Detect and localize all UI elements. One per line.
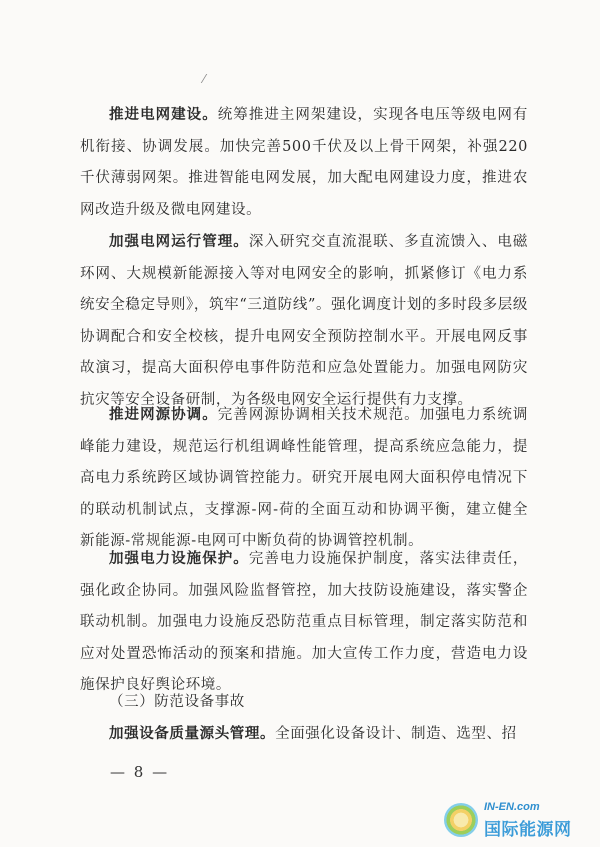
paragraph-equipment-quality (80, 718, 528, 751)
paragraph-body: 完善电力设施保护制度，落实法律责任，强化政企协同。加强风险监督管控，加大技防设施建设，落实警企联动机制。加强电力设施反恐防范重点目标管理，制定落实防范和应对处置恐怖活动的预案和措施。加大宣传工作力度，营造电力设施保护良好舆论环境。 (80, 551, 528, 693)
paragraph-body: 深入研究交直流混联、多直流馈入、电磁环网、大规模新能源接入等对电网安全的影响，抓紧修订《电力系统安全稳定导则》，筑牢“三道防线”。强化调度计划的多时段多层级协调配合和安全校核，提升电网安全预防控制水平。开展电网反事故演习，提高大面积停电事件防范和应急处置能力。加强电网防灾抗灾等安全设备研制，为各级电网安全运行提供有力支撑。 (80, 234, 528, 408)
watermark-logo (440, 799, 590, 841)
page-number: — 8 — (110, 763, 170, 781)
watermark-en: IN-EN.com (484, 801, 540, 813)
sun-logo-icon (444, 803, 478, 837)
paragraph-body: 完善网源协调相关技术规范。加强电力系统调峰能力建设，规范运行机组调峰性能管理，提高系统应急能力，提高电力系统跨区域协调管控能力。研究开展电网大面积停电情况下的联动机制试点，支撑源-网-荷的全面互动和协调平衡，建立健全新能源-常规能源-电网可中断负荷的协调管控机制。 (80, 407, 529, 549)
paragraph-grid-construction (80, 99, 528, 226)
paragraph-lead: 推进网源协调。 (109, 406, 218, 423)
scan-mark: ⁄ (203, 72, 206, 86)
paragraph-body: 统筹推进主网架建设，实现各电压等级电网有机衔接、协调发展。加快完善500千伏及以上骨干网架，补强220千伏薄弱网架。推进智能电网发展，加大配电网建设力度，推进农网改造升级及微电网建设。 (80, 107, 529, 218)
paragraph-grid-source-coordination (80, 399, 528, 558)
paragraph-facility-protection (80, 543, 528, 702)
watermark-cn: 国际能源网 (484, 820, 572, 840)
paragraph-grid-operation (80, 226, 528, 416)
paragraph-lead: 加强电网运行管理。 (109, 233, 249, 250)
paragraph-lead: 推进电网建设。 (109, 106, 218, 123)
paragraph-body: 全面强化设备设计、制造、选型、招 (275, 726, 517, 742)
paragraph-lead: 加强电力设施保护。 (109, 550, 249, 567)
section-subheading: （三）防范设备事故 (109, 694, 245, 710)
paragraph-lead: 加强设备质量源头管理。 (109, 725, 276, 742)
